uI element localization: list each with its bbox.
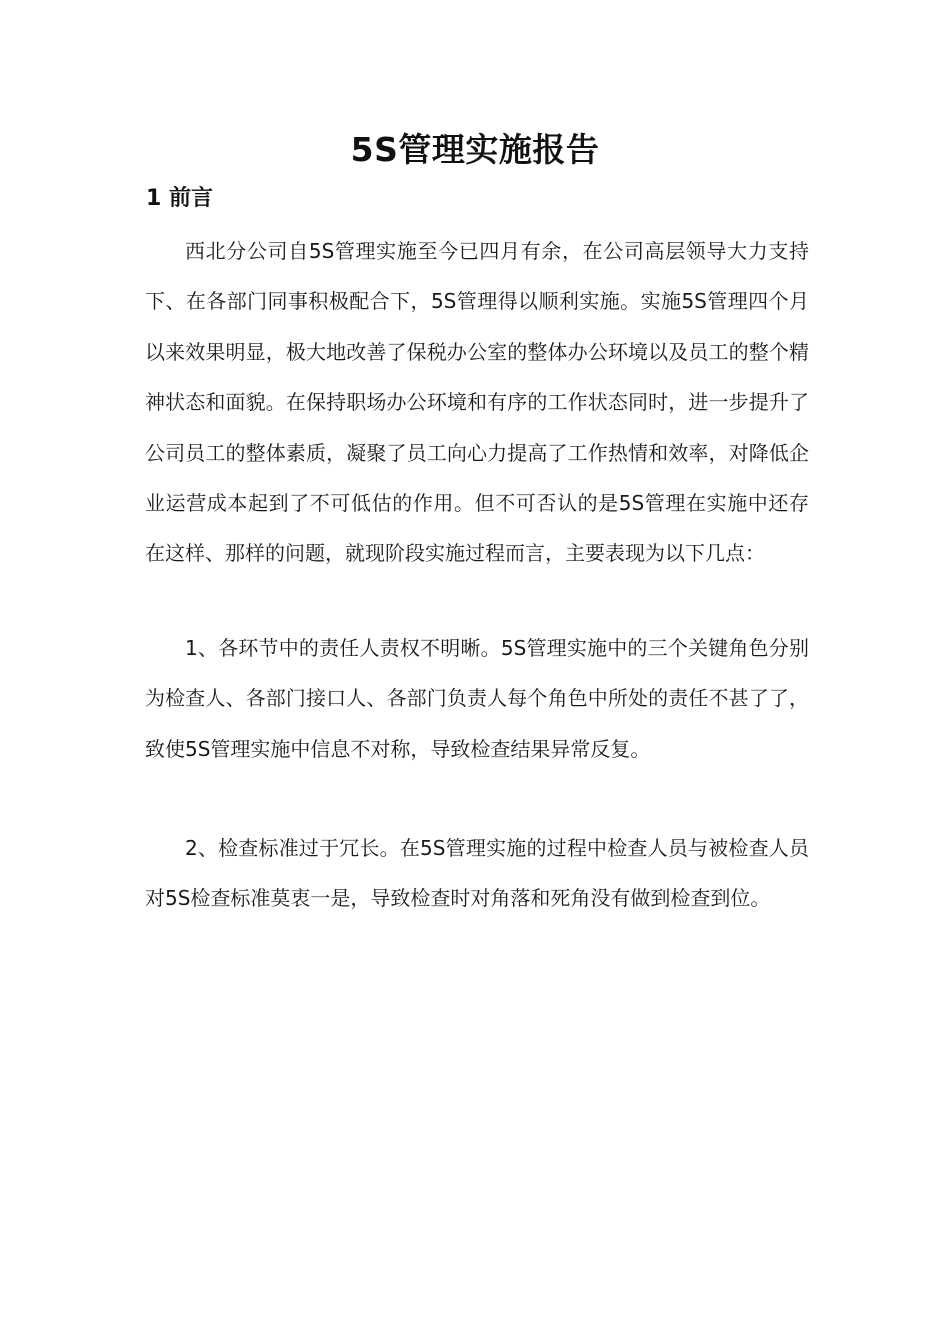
paragraph-intro: 西北分公司自5S管理实施至今已四月有余，在公司高层领导大力支持下、在各部门同事积极配合下，5S管理得以顺利实施。实施5S管理四个月以来效果明显，极大地改善了保税办公室的整体办公环境以及员工的整个精神状态和面貌。在保持职场办公环境和有序的工作状态同时，进一步提升了公司员工的整体素质，凝聚了员工向心力提高了工作热情和效率，对降低企业运营成本起到了不可低估的作用。但不可否认的是5S管理在实施中还存在这样、那样的问题，就现阶段实施过程而言，主要表现为以下几点： — [145, 239, 809, 566]
paragraph-point-2: 2、检查标准过于冗长。在5S管理实施的过程中检查人员与被检查人员对5S检查标准莫衷一是，导致检查时对角落和死角没有做到检查到位。 — [145, 836, 809, 911]
document-title: 5S管理实施报告 — [350, 130, 600, 169]
paragraph-point-1: 1、各环节中的责任人责权不明晰。5S管理实施中的三个关键角色分别为检查人、各部门接口人、各部门负责人每个角色中所处的责任不甚了了，致使5S管理实施中信息不对称，导致检查结果异常反复。 — [145, 636, 809, 761]
section-heading: 1 前言 — [146, 186, 213, 211]
